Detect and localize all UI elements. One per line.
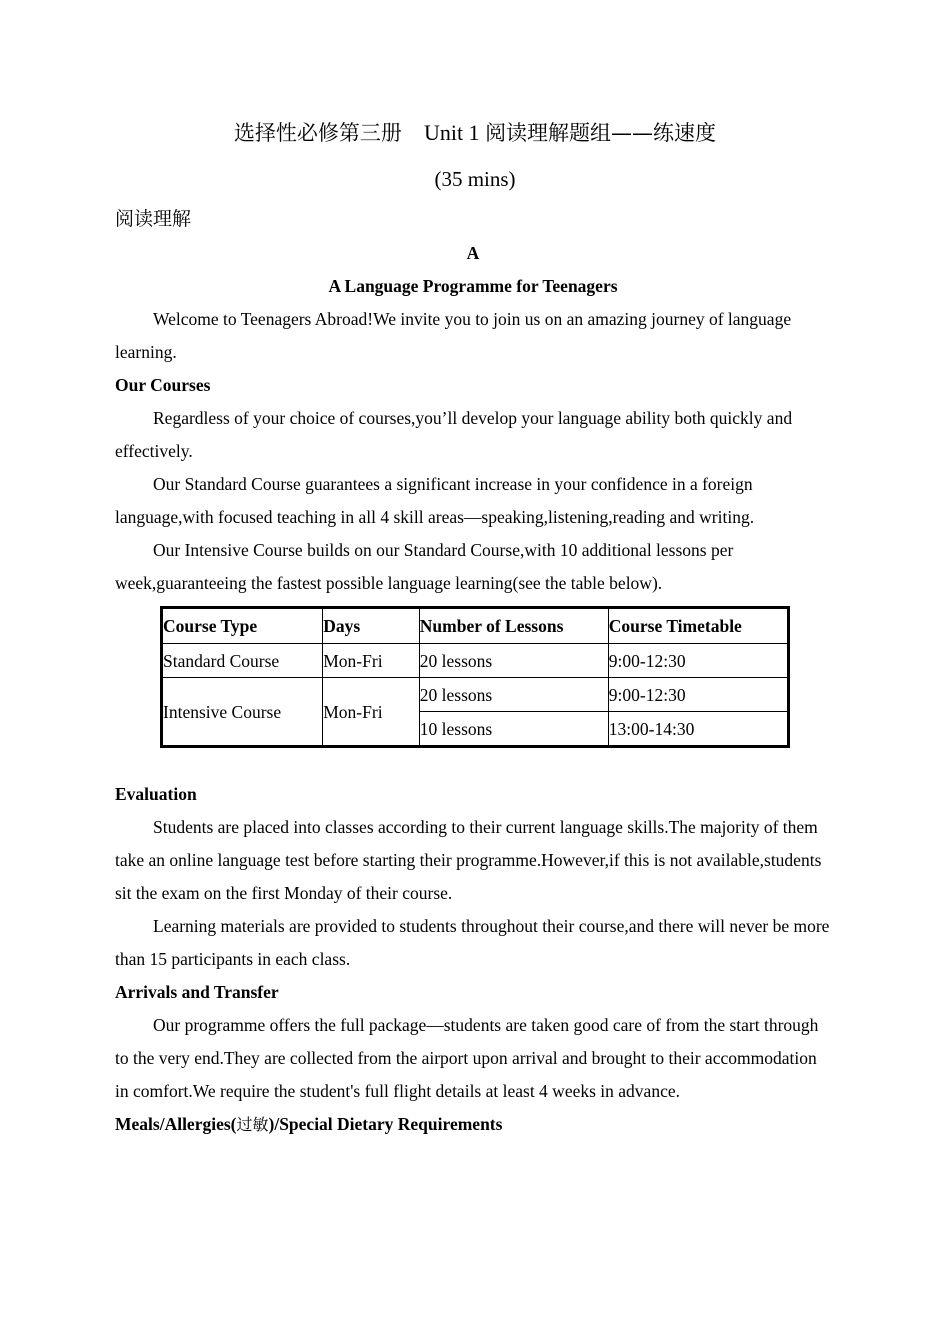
arrivals-heading: Arrivals and Transfer (115, 982, 279, 1002)
title-topic: 阅读理解题组——练速度 (485, 121, 717, 145)
meals-heading-part-1: Meals/Allergies( (115, 1114, 237, 1134)
meals-heading-part-2: )/Special Dietary Requirements (268, 1114, 503, 1134)
meals-heading-chinese: 过敏 (236, 1115, 269, 1134)
cell-course-type: Standard Course (162, 644, 323, 678)
courses-paragraph-1: Regardless of your choice of courses,you’ll develop your language ability both quickly and effectively. (115, 408, 793, 461)
header-days: Days (323, 608, 420, 644)
section-label: 阅读理解 (115, 208, 192, 230)
evaluation-heading: Evaluation (115, 784, 197, 804)
evaluation-paragraph-2: Learning materials are provided to students throughout their course,and there will never be more than 15 participants in each class. (115, 916, 830, 969)
cell-days: Mon-Fri (323, 644, 420, 678)
cell-lessons: 10 lessons (419, 712, 608, 747)
table-header-row (162, 608, 789, 644)
meals-heading (115, 1108, 831, 1141)
courses-heading: Our Courses (115, 375, 211, 395)
cell-timetable: 9:00-12:30 (608, 678, 788, 712)
time-limit: (35 mins) (434, 167, 516, 191)
cell-lessons: 20 lessons (419, 678, 608, 712)
passage-letter: A (466, 243, 480, 263)
cell-timetable: 13:00-14:30 (608, 712, 788, 747)
spacer (115, 748, 831, 778)
passage-title: A Language Programme for Teenagers (328, 276, 618, 296)
table-row (162, 644, 789, 678)
intro-paragraph: Welcome to Teenagers Abroad!We invite you to join us on an amazing journey of language learning. (115, 309, 792, 362)
evaluation-paragraph-1: Students are placed into classes according to their current language skills.The majority of them take an online language test before starting their programme.However,if this is not available,students sit the exam on the first Monday of their course. (115, 817, 822, 903)
page-title (0, 116, 950, 150)
arrivals-paragraph: Our programme offers the full package—students are taken good care of from the start through to the very end.They are collected from the airport upon arrival and brought to their accommodation in comfort.We require the student's full flight details at least 4 weeks in advance. (115, 1015, 819, 1101)
header-course-timetable: Course Timetable (608, 608, 788, 644)
cell-days: Mon-Fri (323, 678, 420, 747)
title-unit: Unit 1 (423, 120, 480, 145)
passage (115, 237, 831, 1141)
course-table (160, 606, 790, 748)
cell-course-type: Intensive Course (162, 678, 323, 747)
table-row (162, 678, 789, 712)
header-number-of-lessons: Number of Lessons (419, 608, 608, 644)
courses-paragraph-2: Our Standard Course guarantees a significant increase in your confidence in a foreign language,with focused teaching in all 4 skill areas—speaking,listening,reading and writing. (115, 474, 755, 527)
header-course-type: Course Type (162, 608, 323, 644)
cell-lessons: 20 lessons (419, 644, 608, 678)
cell-timetable: 9:00-12:30 (608, 644, 788, 678)
title-book: 选择性必修第三册 (233, 121, 402, 145)
courses-paragraph-3: Our Intensive Course builds on our Standard Course,with 10 additional lessons per week,guaranteeing the fastest possible language learning(see the table below). (115, 540, 734, 593)
